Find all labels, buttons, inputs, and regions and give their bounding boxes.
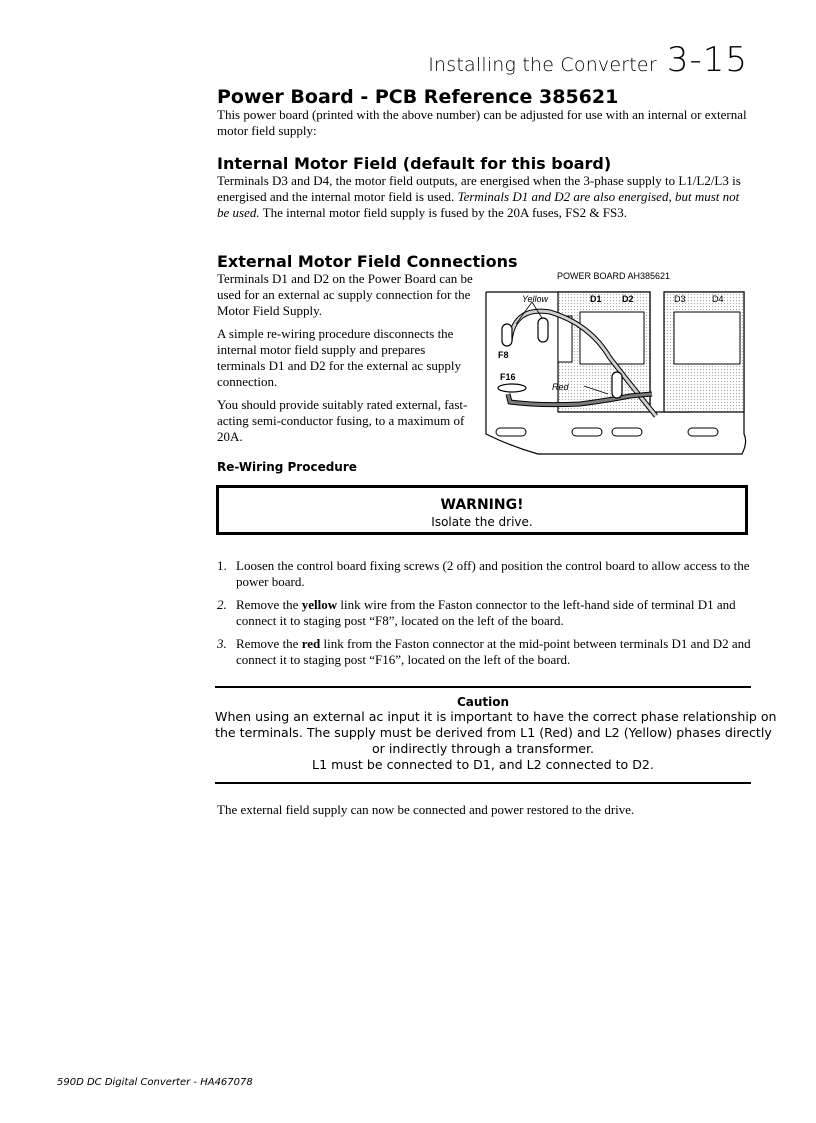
- section-title: Power Board - PCB Reference 385621: [217, 86, 619, 108]
- step-text-bold: red: [301, 636, 321, 651]
- step-item: [217, 558, 751, 590]
- internal-field-heading: Internal Motor Field (default for this board): [217, 154, 612, 173]
- label-d2: D2: [622, 294, 634, 304]
- caution-line-4: L1 must be connected to D1, and L2 connected to D2.: [312, 757, 654, 772]
- caution-title: Caution: [456, 695, 510, 709]
- slot-4: [688, 428, 718, 436]
- step-text-bold: yellow: [301, 597, 338, 612]
- label-f16: F16: [500, 372, 516, 382]
- f16-post: [498, 384, 526, 392]
- label-d1: D1: [590, 294, 602, 304]
- chapter-title: Installing the Converter: [428, 54, 657, 76]
- warning-title: WARNING!: [440, 497, 524, 513]
- warning-box: [216, 485, 748, 535]
- step-text-post: link from the Faston connector at the mid-point between terminals D1 and D2 and connect it to staging post “F16”, located on the left of the board.: [236, 636, 751, 667]
- faston-connector-d1: [538, 318, 548, 342]
- caution-line-2: the terminals. The supply must be derived from L1 (Red) and L2 (Yellow) phases directly: [215, 725, 772, 740]
- step-text-pre: Remove the: [236, 636, 302, 651]
- caution-line-1: When using an external ac input it is important to have the correct phase relationship on: [215, 709, 777, 724]
- external-field-body: [217, 271, 475, 445]
- step-item: [217, 636, 751, 668]
- caution-line-3: or indirectly through a transformer.: [371, 741, 595, 756]
- step-number: 2.: [217, 597, 227, 612]
- label-yellow: Yellow: [522, 294, 549, 304]
- page-number: 3-15: [666, 40, 748, 80]
- f8-post: [502, 324, 512, 346]
- step-text-post: link wire from the Faston connector to the left-hand side of terminal D1 and connect it to staging post “F8”, located on the left of the board.: [236, 597, 736, 628]
- external-field-para-3: You should provide suitably rated external, fast-acting semi-conductor fusing, to a maximum of 20A.: [217, 397, 468, 444]
- diagram-title: POWER BOARD AH385621: [557, 271, 671, 281]
- caution-box: [215, 686, 777, 784]
- step-number: 1.: [217, 558, 227, 573]
- label-d3: D3: [674, 294, 686, 304]
- closing-text: The external field supply can now be connected and power restored to the drive.: [217, 802, 635, 817]
- rewiring-steps: [217, 558, 751, 675]
- faston-connector-mid: [612, 372, 622, 398]
- page-footer: 590D DC Digital Converter - HA467078: [57, 1077, 253, 1088]
- external-field-para-2: A simple re-wiring procedure disconnects the internal motor field supply and prepares terminals D1 and D2 for the external ac supply connection.: [217, 326, 462, 389]
- external-field-para-1: Terminals D1 and D2 on the Power Board can be used for an external ac supply connection for the Motor Field Supply.: [217, 271, 473, 318]
- label-f8: F8: [498, 350, 509, 360]
- internal-field-text-1: Terminals D3 and D4, the motor field outputs, are energised when the 3-phase supply to L1/L2/L3 is energised and the internal motor field is used.: [217, 173, 741, 204]
- warning-text: Isolate the drive.: [431, 515, 533, 529]
- internal-field-text-italic: Terminals D1 and D2 are also energised, but must not be used.: [217, 189, 740, 220]
- d1-d2-inner-box: [580, 312, 644, 364]
- d3-d4-inner-box: [674, 312, 740, 364]
- step-text: Loosen the control board fixing screws (2 off) and position the control board to allow access to the power board.: [236, 558, 750, 589]
- internal-field-text-2: The internal motor field supply is fused by the 20A fuses, FS2 & FS3.: [262, 205, 627, 220]
- rewiring-heading: Re-Wiring Procedure: [217, 460, 357, 474]
- step-text-pre: Remove the: [236, 597, 302, 612]
- slot-3: [612, 428, 642, 436]
- component-block: [558, 316, 572, 362]
- step-item: [217, 597, 751, 629]
- slot-2: [572, 428, 602, 436]
- slot-1: [496, 428, 526, 436]
- internal-field-text: [217, 173, 749, 221]
- label-red: Red: [552, 382, 569, 392]
- label-d4: D4: [712, 294, 724, 304]
- external-field-heading: External Motor Field Connections: [217, 252, 518, 271]
- power-board-diagram: [480, 266, 760, 462]
- page-header: [428, 40, 748, 80]
- section-intro: This power board (printed with the above number) can be adjusted for use with an internal or external motor field supply:: [217, 107, 747, 138]
- step-number: 3.: [217, 636, 227, 651]
